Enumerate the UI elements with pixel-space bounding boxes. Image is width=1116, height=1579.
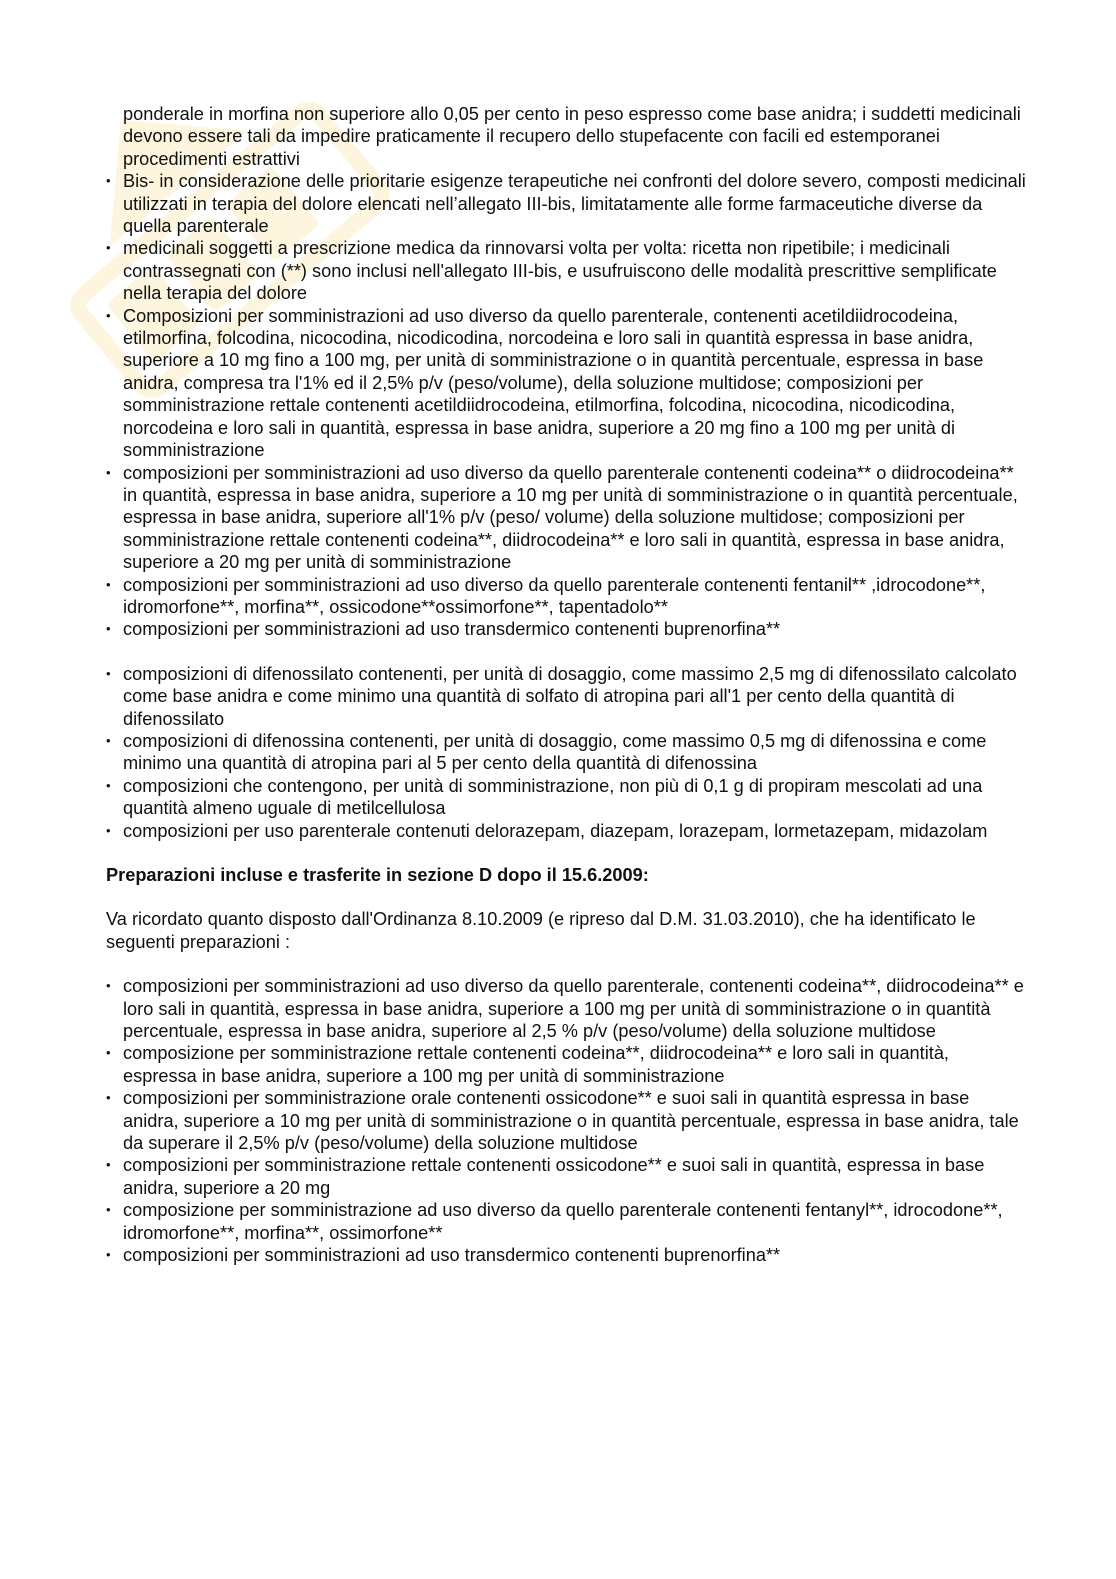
list-item: • composizione per somministrazione rettale contenenti codeina**, diidrocodeina** e loro sali in quantità, espressa in base anidra, superiore a 100 mg per unità di somministrazione <box>106 1042 1026 1087</box>
intro-continuation: ponderale in morfina non superiore allo 0,05 per cento in peso espresso come base anidra; i suddetti medicinali devono essere tali da impedire praticamente il recupero dello stupefacente con facili ed estemporanei procedimenti estrattivi <box>123 104 1021 169</box>
spacer <box>106 886 1026 908</box>
list-item: • medicinali soggetti a prescrizione medica da rinnovarsi volta per volta: ricetta non ripetibile; i medicinali contrassegnati con (**) sono inclusi nell'allegato III-bis, e usufruiscono delle modalità prescrittive semplificate nella terapia del dolore <box>106 237 1026 304</box>
bullet-list-one <box>106 170 1026 641</box>
bullet-list-three <box>106 975 1026 1266</box>
list-item: • composizione per somministrazione ad uso diverso da quello parenterale contenenti fentanyl**, idrocodone**, idromorfone**, morfina**, ossimorfone** <box>106 1199 1026 1244</box>
list-item: • composizioni per somministrazioni ad uso diverso da quello parenterale contenenti fentanil** ,idrocodone**, idromorfone**, morfina**, ossicodone**ossimorfone**, tapentadolo** <box>106 574 1026 619</box>
spacer <box>106 842 1026 864</box>
list-item: • composizioni di difenossilato contenenti, per unità di dosaggio, come massimo 2,5 mg di difenossilato calcolato come base anidra e come minimo una quantità di solfato di atropina pari all'1 per cento della quantità di difenossilato <box>106 663 1026 730</box>
section-intro: Va ricordato quanto disposto dall'Ordinanza 8.10.2009 (e ripreso dal D.M. 31.03.2010), che ha identificato le seguenti preparazioni : <box>106 909 976 952</box>
list-item: • composizioni per somministrazione orale contenenti ossicodone** e suoi sali in quantità espressa in base anidra, superiore a 10 mg per unità di somministrazione o in quantità percentuale, espressa in base anidra, tale da superare il 2,5% p/v (peso/volume) della soluzione multidose <box>106 1087 1026 1154</box>
list-item: • composizioni di difenossina contenenti, per unità di dosaggio, come massimo 0,5 mg di difenossina e come minimo una quantità di atropina pari al 5 per cento della quantità di difenossina <box>106 730 1026 775</box>
list-item: • composizioni per somministrazioni ad uso diverso da quello parenterale contenenti codeina** o diidrocodeina** in quantità, espressa in base anidra, superiore a 10 mg per unità di somministrazione o in quantità percentuale, espressa in base anidra, superiore all'1% p/v (peso/ volume) della soluzione multidose; composizioni per somministrazione rettale contenenti codeina**, diidrocodeina** e loro sali in quantità, espressa in base anidra, superiore a 20 mg per unità di somministrazione <box>106 462 1026 574</box>
list-item: • composizioni per somministrazioni ad uso transdermico contenenti buprenorfina** <box>106 618 1026 640</box>
list-item: • Composizioni per somministrazioni ad uso diverso da quello parenterale, contenenti acetildiidrocodeina, etilmorfina, folcodina, nicocodina, nicodicodina, norcodeina e loro sali in quantità espressa in base anidra, superiore a 10 mg fino a 100 mg, per unità di somministrazione o in quantità percentuale, espressa in base anidra, compresa tra l'1% ed il 2,5% p/v (peso/volume), della soluzione multidose; composizioni per somministrazione rettale contenenti acetildiidrocodeina, etilmorfina, folcodina, nicocodina, nicodicodina, norcodeina e loro sali in quantità, espressa in base anidra, superiore a 20 mg fino a 100 mg per unità di somministrazione <box>106 305 1026 462</box>
list-item: • composizioni per somministrazioni ad uso diverso da quello parenterale, contenenti codeina**, diidrocodeina** e loro sali in quantità, espressa in base anidra, superiore a 100 mg per unità di somministrazione o in quantità percentuale, espressa in base anidra, superiore al 2,5 % p/v (peso/volume) della soluzione multidose <box>106 975 1026 1042</box>
list-item: • composizioni che contengono, per unità di somministrazione, non più di 0,1 g di propiram mescolati ad una quantità almeno uguale di metilcellulosa <box>106 775 1026 820</box>
list-item: • composizioni per uso parenterale contenuti delorazepam, diazepam, lorazepam, lormetazepam, midazolam <box>106 820 1026 842</box>
section-heading: Preparazioni incluse e trasferite in sezione D dopo il 15.6.2009: <box>106 865 649 885</box>
spacer <box>106 953 1026 975</box>
list-item: • composizioni per somministrazione rettale contenenti ossicodone** e suoi sali in quantità, espressa in base anidra, superiore a 20 mg <box>106 1154 1026 1199</box>
bullet-list-two <box>106 663 1026 842</box>
list-item: • Bis- in considerazione delle prioritarie esigenze terapeutiche nei confronti del dolore severo, composti medicinali utilizzati in terapia del dolore elencati nell’allegato III-bis, limitatamente alle forme farmaceutiche diverse da quella parenterale <box>106 170 1026 237</box>
spacer <box>106 641 1026 663</box>
document-body <box>106 103 1026 1267</box>
list-item: • composizioni per somministrazioni ad uso transdermico contenenti buprenorfina** <box>106 1244 1026 1266</box>
